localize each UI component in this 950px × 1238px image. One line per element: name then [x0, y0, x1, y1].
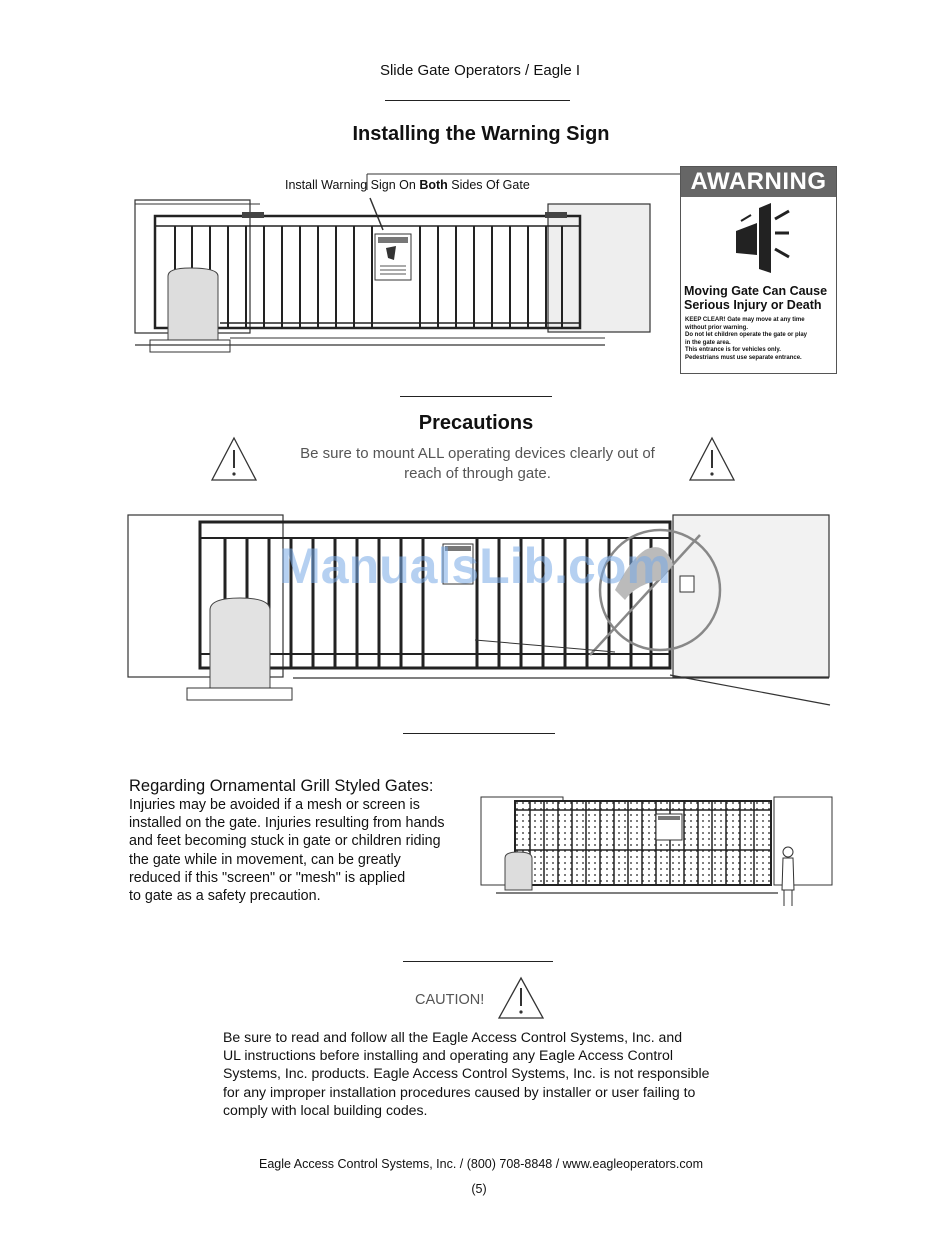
warning-fine-line: Do not let children operate the gate or play [685, 332, 808, 338]
paragraph-line: Systems, Inc. products. Eagle Access Control Systems, Inc. is not responsible [223, 1065, 710, 1082]
paragraph-line: and feet becoming stuck in gate or children riding [129, 833, 441, 850]
paragraph-line: UL instructions before installing and operating any Eagle Access Control [223, 1047, 673, 1064]
warning-fine-print [685, 317, 835, 362]
ornamental-gates-paragraph [129, 796, 445, 905]
warning-fine-line: without prior warning. [685, 324, 748, 331]
warning-headline [684, 284, 827, 312]
crush-hazard-icon [731, 203, 791, 278]
caution-paragraph [223, 1028, 709, 1119]
section-divider [403, 733, 555, 734]
caution-label: CAUTION! [415, 992, 485, 1008]
warning-headline-line-2: Serious Injury or Death [684, 298, 822, 312]
paragraph-line: to gate as a safety precaution. [129, 888, 321, 905]
paragraph-line: comply with local building codes. [223, 1101, 428, 1118]
section-title-precautions: Precautions [418, 412, 534, 434]
section-divider [403, 961, 553, 962]
paragraph-line: Be sure to read and follow all the Eagle Access Control Systems, Inc. and [223, 1029, 683, 1045]
paragraph-line: installed on the gate. Injuries resulting from hands [129, 815, 445, 832]
caution-triangle-icon [688, 436, 736, 482]
callout-text-prefix: Install Warning Sign On [285, 178, 420, 192]
caution-triangle-icon [210, 436, 258, 482]
warning-fine-line: KEEP CLEAR! Gate may move at any time [685, 317, 805, 323]
paragraph-line: reduced if this "screen" or "mesh" is applied [129, 869, 406, 886]
footer-contact: Eagle Access Control Systems, Inc. / (800) 708-8848 / www.eagleoperators.com [259, 1157, 703, 1171]
section-title-warning-sign: Installing the Warning Sign [352, 123, 610, 145]
paragraph-line: Injuries may be avoided if a mesh or screen is [129, 797, 420, 813]
running-title: Slide Gate Operators / Eagle I [379, 62, 581, 79]
paragraph-line: the gate while in movement, can be greatly [129, 851, 401, 868]
page-number: (5) [471, 1182, 487, 1196]
header-divider [385, 100, 570, 101]
watermark: ManualsLib.com [279, 538, 671, 594]
paragraph-line: for any improper installation procedures caused by installer or user failing to [223, 1083, 696, 1100]
warning-fine-line: Pedestrians must use separate entrance. [685, 354, 802, 361]
section-divider [400, 396, 552, 397]
precautions-text [270, 444, 685, 484]
warning-sign [680, 166, 837, 374]
precautions-line-1: Be sure to mount ALL operating devices clearly out of [300, 445, 655, 462]
callout-text-suffix: Sides Of Gate [447, 178, 530, 192]
callout-text-emphasis: Both [419, 178, 448, 192]
caution-triangle-icon [497, 976, 545, 1020]
precautions-line-2: reach of through gate. [404, 465, 551, 482]
warning-fine-line: in the gate area. [685, 339, 731, 346]
warning-headline-line-1: Moving Gate Can Cause [684, 284, 828, 298]
ornamental-gates-heading: Regarding Ornamental Grill Styled Gates: [129, 777, 434, 795]
warning-banner: AWARNING [681, 167, 836, 197]
warning-fine-line: This entrance is for vehicles only. [685, 347, 781, 353]
gate-illustration-mesh [478, 794, 838, 912]
gate-illustration-top [130, 168, 680, 358]
